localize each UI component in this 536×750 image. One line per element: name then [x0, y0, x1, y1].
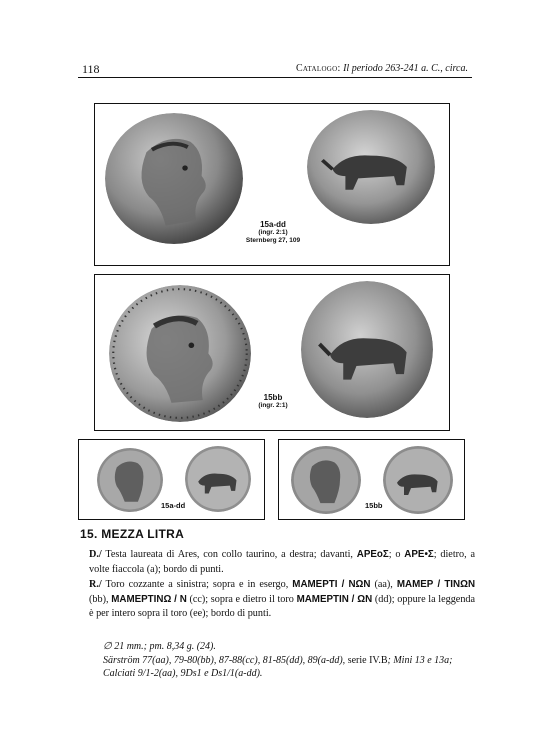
enlargement-note: (ingr. 2:1)	[258, 229, 288, 237]
coin-plate-small-15a-dd	[78, 439, 265, 520]
references-text-1: Särström 77(aa), 79-80(bb), 87-88(cc), 81-85(dd), 89(a-dd),	[103, 655, 346, 666]
section-title	[80, 527, 184, 541]
reverse-coin-image	[301, 281, 433, 418]
references-serie: serie IV.B	[347, 655, 388, 666]
obverse-coin-image	[105, 113, 243, 244]
reverse-legend-2: MAMEΡ / TINΩN	[396, 579, 476, 590]
obverse-legend-1: AΡEoΣ	[356, 549, 389, 560]
plate-id: 15a-dd	[260, 220, 286, 229]
running-title	[296, 63, 468, 74]
plate-id: 15bb	[263, 393, 283, 402]
running-header	[78, 60, 472, 78]
plate-caption	[245, 393, 301, 410]
metrology: ∅ 21 mm.; pm. 8,34 g. (24).	[103, 641, 216, 652]
obverse-text-3: ; dietro, a volte fiaccola (a); bordo di punti.	[89, 549, 476, 575]
obverse-coin-image	[109, 285, 251, 422]
coin-plate-small-15bb	[278, 439, 465, 520]
reverse-legend-1: MAMEΡTI / NΩN	[292, 579, 371, 590]
plate-caption	[235, 220, 311, 244]
reverse-coin-image	[307, 110, 435, 224]
plate-source: Sternberg 27, 109	[245, 236, 301, 244]
reverse-coin-image	[383, 446, 453, 514]
plate-label: 15bb	[365, 501, 383, 510]
reverse-text-2: (aa),	[374, 579, 393, 590]
reverse-text-3: (bb),	[89, 593, 109, 605]
reverse-legend-3: MAMEΡTINΩ / N	[111, 593, 187, 605]
reverse-coin-image	[185, 446, 251, 512]
reverse-text-4: (cc); sopra e dietro il toro	[189, 593, 294, 605]
bibliographic-references	[103, 654, 475, 680]
obverse-legend-2: AΡE•Σ	[404, 549, 434, 560]
plate-label: 15a-dd	[161, 501, 186, 510]
section-number: 15.	[80, 527, 98, 541]
reverse-lead: R./	[89, 579, 102, 590]
references-text-2: ; Mini 13 e 13a; Calciati 9/1-2(aa), 9Ds1 e Ds1/1(a-dd).	[103, 655, 453, 679]
coin-plate-15bb	[94, 274, 450, 431]
obverse-text-1: Testa laureata di Ares, con collo taurino, a destra; davanti,	[105, 549, 353, 560]
coin-plate-15a-dd	[94, 103, 450, 266]
catalog-label: Catalogo:	[295, 63, 341, 74]
obverse-description	[89, 548, 476, 577]
obverse-coin-image	[97, 448, 163, 512]
obverse-text-2: ; o	[388, 549, 401, 560]
section-name: MEZZA LITRA	[101, 527, 185, 541]
obverse-lead: D./	[89, 549, 102, 560]
reverse-description	[89, 578, 476, 622]
page-number: 118	[82, 62, 100, 76]
enlargement-note: (ingr. 2:1)	[258, 402, 288, 410]
reverse-text-5: (dd); oppure la leggenda è per intero sopra il toro (ee); bordo di punti.	[89, 593, 476, 620]
obverse-coin-image	[291, 446, 361, 514]
reverse-legend-4: MAMEΡTIN / ΩN	[296, 593, 373, 605]
period-title: Il periodo 263-241 a. C., circa.	[343, 63, 468, 74]
reverse-text-1: Toro cozzante a sinistra; sopra e in esergo,	[105, 579, 289, 590]
